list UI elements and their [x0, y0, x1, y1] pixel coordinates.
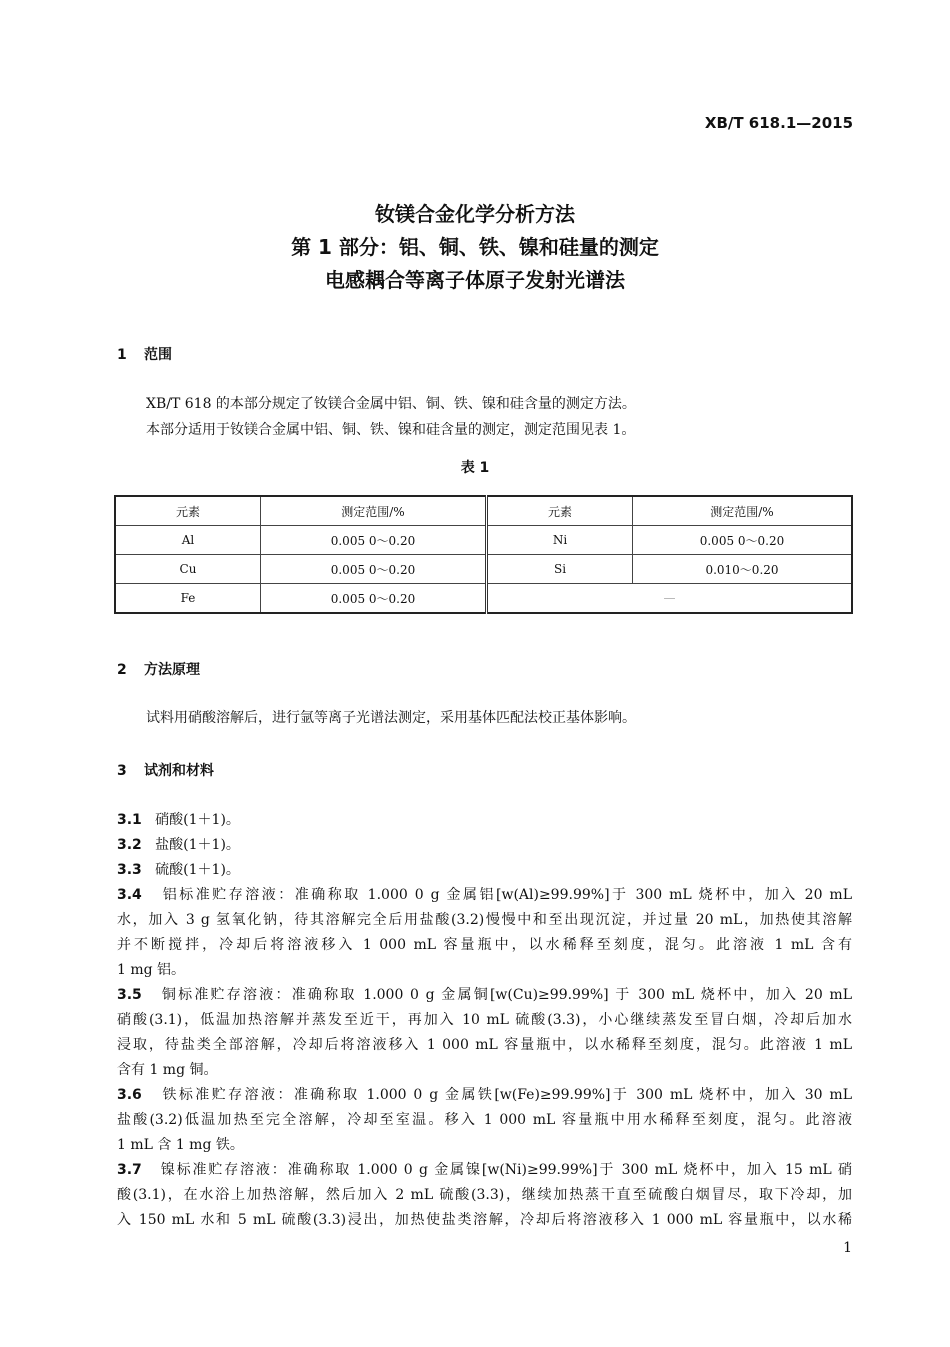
item-number: 3.7	[117, 1162, 142, 1178]
reagent-item	[117, 858, 852, 883]
text-line: 酸(3.1)，在水浴上加热溶解，然后加入 2 mL 硫酸(3.3)，继续加热蒸干直至硫酸白烟冒尽，取下冷却，加	[117, 1187, 852, 1203]
item-number: 3.5	[117, 987, 142, 1003]
cell: Si	[487, 555, 633, 584]
cell: Cu	[115, 555, 261, 584]
item-text: 铝标准贮存溶液：准确称取 1.000 0 g 金属铝[w(Al)≥99.99%]于 300 mL 烧杯中，加入 20 mL	[162, 887, 852, 903]
doc-title: 钕镁合金化学分析方法	[375, 202, 575, 226]
reagent-item	[117, 1083, 852, 1108]
item-text: 铁标准贮存溶液：准确称取 1.000 0 g 金属铁[w(Fe)≥99.99%]于 300 mL 烧杯中，加入 30 mL	[162, 1087, 852, 1103]
section-number: 3	[117, 763, 127, 779]
item-text: 铜标准贮存溶液：准确称取 1.000 0 g 金属铜[w(Cu)≥99.99%] 于 300 mL 烧杯中，加入 20 mL	[161, 987, 852, 1003]
text-line: 1 mL 含 1 mg 铁。	[117, 1137, 244, 1153]
header-cell: 元素	[487, 496, 633, 526]
header-cell: 测定范围/%	[633, 496, 853, 526]
standard-number: XB/T 618.1—2015	[704, 114, 853, 132]
cell: 0.005 0～0.20	[261, 584, 487, 614]
section-title: 范围	[144, 347, 172, 363]
table-row	[115, 526, 852, 555]
section-title: 方法原理	[144, 662, 200, 678]
reagent-item	[117, 833, 852, 858]
item-text: 盐酸(1＋1)。	[155, 837, 240, 853]
text-line: 浸取，待盐类全部溶解，冷却后将溶液移入 1 000 mL 容量瓶中，以水稀释至刻度，混匀。此溶液 1 mL	[117, 1037, 852, 1053]
range-table	[114, 495, 853, 614]
reagent-list	[117, 808, 852, 1233]
item-number: 3.2	[117, 837, 142, 853]
empty-cell: —	[487, 584, 853, 614]
header-cell: 测定范围/%	[261, 496, 487, 526]
cell: 0.010～0.20	[633, 555, 853, 584]
section-number: 1	[117, 347, 127, 363]
doc-method-title: 电感耦合等离子体原子发射光谱法	[325, 268, 625, 292]
table-caption: 表 1	[460, 460, 490, 476]
text-line: 并不断搅拌，冷却后将溶液移入 1 000 mL 容量瓶中，以水稀释至刻度，混匀。此溶液 1 mL 含有	[117, 937, 852, 953]
paragraph: 试料用硝酸溶解后，进行氩等离子光谱法测定，采用基体匹配法校正基体影响。	[146, 710, 636, 726]
item-text: 硝酸(1＋1)。	[155, 812, 240, 828]
section-heading-scope	[117, 344, 172, 364]
doc-subtitle: 第 1 部分：铝、铜、铁、镍和硅量的测定	[291, 235, 659, 259]
table-header-row	[115, 496, 852, 526]
reagent-item	[117, 808, 852, 833]
text-line: 含有 1 mg 铜。	[117, 1062, 218, 1078]
reagent-item	[117, 883, 852, 908]
section-heading-principle	[117, 659, 200, 679]
section-number: 2	[117, 662, 127, 678]
item-number: 3.4	[117, 887, 142, 903]
item-number: 3.6	[117, 1087, 142, 1103]
header-cell: 元素	[115, 496, 261, 526]
reagent-item	[117, 983, 852, 1008]
cell: 0.005 0～0.20	[261, 555, 487, 584]
cell: Al	[115, 526, 261, 555]
text-line: 入 150 mL 水和 5 mL 硫酸(3.3)浸出，加热使盐类溶解，冷却后将溶液移入 1 000 mL 容量瓶中，以水稀	[117, 1212, 852, 1228]
text-line: 水，加入 3 g 氢氧化钠，待其溶解完全后用盐酸(3.2)慢慢中和至出现沉淀，并过量 20 mL，加热使其溶解	[117, 912, 852, 928]
paragraph: XB/T 618 的本部分规定了钕镁合金属中铝、铜、铁、镍和硅含量的测定方法。	[146, 396, 636, 412]
section-heading-reagents	[117, 760, 214, 780]
cell: 0.005 0～0.20	[261, 526, 487, 555]
item-number: 3.1	[117, 812, 142, 828]
cell: 0.005 0～0.20	[633, 526, 853, 555]
item-number: 3.3	[117, 862, 142, 878]
table-row	[115, 584, 852, 614]
section-title: 试剂和材料	[144, 763, 214, 779]
paragraph: 本部分适用于钕镁合金属中铝、铜、铁、镍和硅含量的测定，测定范围见表 1。	[146, 422, 636, 438]
item-text: 硫酸(1＋1)。	[155, 862, 240, 878]
table-row	[115, 555, 852, 584]
page-number: 1	[843, 1240, 852, 1256]
cell: Fe	[115, 584, 261, 614]
text-line: 1 mg 铝。	[117, 962, 186, 978]
text-line: 硝酸(3.1)，低温加热溶解并蒸发至近干，再加入 10 mL 硫酸(3.3)，小心继续蒸发至冒白烟，冷却后加水	[117, 1012, 852, 1028]
text-line: 盐酸(3.2)低温加热至完全溶解，冷却至室温。移入 1 000 mL 容量瓶中用水稀释至刻度，混匀。此溶液	[117, 1112, 852, 1128]
item-text: 镍标准贮存溶液：准确称取 1.000 0 g 金属镍[w(Ni)≥99.99%]于 300 mL 烧杯中，加入 15 mL 硝	[160, 1162, 852, 1178]
reagent-item	[117, 1158, 852, 1183]
cell: Ni	[487, 526, 633, 555]
